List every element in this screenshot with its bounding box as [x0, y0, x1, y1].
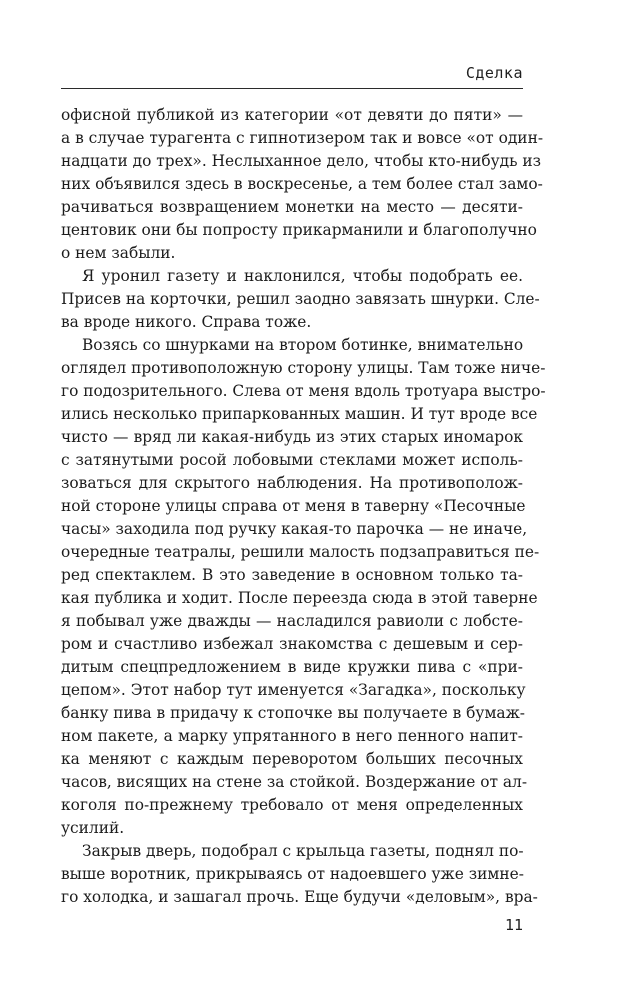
- text-line: офисной публикой из категории «от девяти до пяти» —: [61, 106, 523, 124]
- text-line: цепом». Этот набор тут именуется «Загадка», поскольку: [61, 681, 526, 699]
- paragraph: [61, 334, 546, 840]
- text-line: часы» заходила под ручку какая-то парочка — не иначе,: [61, 520, 528, 538]
- page-number: 11: [504, 916, 523, 934]
- text-line: дитым спецпредложением в виде кружки пива с «при-: [61, 658, 523, 676]
- text-line: я побывал уже дважды — насладился равиоли с лобсте-: [61, 612, 523, 630]
- text-line: рачиваться возвращением монетки на место — десяти-: [61, 198, 523, 216]
- paragraph: [61, 840, 538, 909]
- text-line: о нем забыли.: [61, 244, 176, 262]
- text-line: центовик они бы попросту прикарманили и благополучно: [61, 221, 537, 239]
- text-line: с затянутыми росой лобовыми стеклами может исполь-: [61, 451, 523, 469]
- text-line: го подозрительного. Слева от меня вдоль тротуара выстро-: [61, 382, 546, 400]
- text-line: ном пакете, а марку упрятанного в него пенного напит-: [61, 727, 523, 745]
- text-line: го холодка, и зашагал прочь. Еще будучи «деловым», вра-: [61, 888, 538, 906]
- text-line: ка меняют с каждым переворотом больших песочных: [61, 750, 523, 768]
- text-line: кая публика и ходит. После переезда сюда в этой таверне: [61, 589, 538, 607]
- text-line: выше воротник, прикрываясь от надоевшего уже зимне-: [61, 865, 524, 883]
- text-line: Присев на корточки, решил заодно завязать шнурки. Сле-: [61, 290, 540, 308]
- text-line: а в случае турагента с гипнотизером так и вовсе «от один-: [61, 129, 544, 147]
- text-line: чисто — вряд ли какая-нибудь из этих старых иномарок: [61, 428, 523, 446]
- text-line: зоваться для скрытого наблюдения. На противополож-: [61, 474, 523, 492]
- text-line: надцати до трех». Неслыханное дело, чтобы кто-нибудь из: [61, 152, 542, 170]
- chapter-title: Сделка: [465, 64, 523, 82]
- text-line: ной стороне улицы справа от меня в таверну «Песочные: [61, 497, 526, 515]
- running-header: [61, 60, 523, 89]
- text-line: часов, висящих на стене за стойкой. Воздержание от ал-: [61, 773, 528, 791]
- text-line: банку пива в придачу к стопочке вы получаете в бумаж-: [61, 704, 525, 722]
- text-line: усилий.: [61, 819, 125, 837]
- text-line: Возясь со шнурками на втором ботинке, внимательно: [82, 336, 524, 354]
- text-line: очередные театралы, решили малость подзаправиться пе-: [61, 543, 540, 561]
- text-line: Я уронил газету и наклонился, чтобы подобрать ее.: [82, 267, 523, 285]
- text-line: ред спектаклем. В это заведение в основном только та-: [61, 566, 523, 584]
- text-line: ром и счастливо избежал знакомства с дешевым и сер-: [61, 635, 523, 653]
- paragraph: [61, 265, 540, 334]
- paragraph: [61, 104, 544, 265]
- text-line: Закрыв дверь, подобрал с крыльца газеты, поднял по-: [82, 842, 524, 860]
- text-line: них объявился здесь в воскресенье, а тем более стал замо-: [61, 175, 543, 193]
- text-line: ились несколько припаркованных машин. И тут вроде все: [61, 405, 538, 423]
- text-line: коголя по-прежнему требовало от меня определенных: [61, 796, 523, 814]
- body-text: [61, 104, 546, 909]
- text-line: ва вроде никого. Справа тоже.: [61, 313, 312, 331]
- text-line: оглядел противоположную сторону улицы. Там тоже ниче-: [61, 359, 546, 377]
